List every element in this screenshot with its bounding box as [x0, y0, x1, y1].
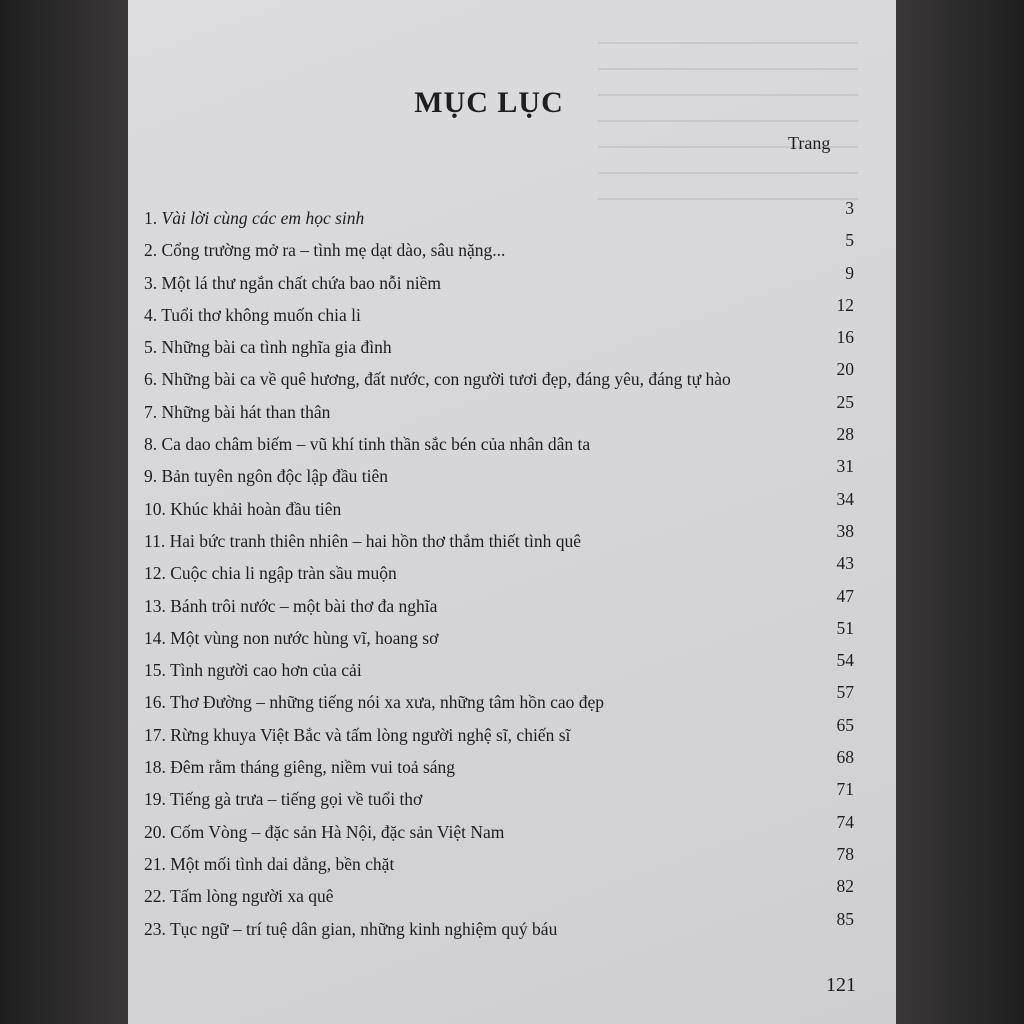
page-column-label: Trang — [788, 133, 831, 153]
toc-entry-number: 1. — [144, 208, 158, 228]
toc-entry-number: 11. — [144, 530, 166, 551]
toc-entry-label: Ca dao châm biếm – vũ khí tinh thần sắc bén của nhân dân ta — [161, 434, 591, 455]
table-of-contents — [144, 198, 864, 941]
toc-entry-page: 3 — [845, 198, 854, 218]
toc-entry — [144, 392, 864, 424]
toc-entry — [144, 812, 864, 844]
book-page — [128, 0, 896, 1024]
toc-entry-page: 25 — [836, 391, 854, 412]
toc-entry-page: 74 — [836, 811, 854, 832]
toc-entry-number: 23. — [144, 918, 166, 939]
toc-entry-label: Cổng trường mở ra – tình mẹ dạt dào, sâu nặng... — [161, 240, 506, 261]
toc-entry-page: 43 — [836, 553, 854, 574]
toc-entry-label: Những bài ca tình nghĩa gia đình — [161, 337, 392, 358]
toc-entry — [144, 553, 864, 585]
toc-entry — [144, 198, 864, 230]
toc-entry-page: 82 — [836, 876, 854, 897]
toc-entry-number: 3. — [144, 272, 158, 293]
toc-entry-label: Một vùng non nước hùng vĩ, hoang sơ — [170, 627, 439, 648]
toc-entry-number: 13. — [144, 595, 166, 616]
toc-entry — [144, 295, 864, 327]
toc-entry-page: 57 — [836, 682, 854, 703]
toc-entry-label: Thơ Đường – những tiếng nói xa xưa, những tâm hồn cao đẹp — [169, 692, 605, 713]
toc-entry-label: Bánh trôi nước – một bài thơ đa nghĩa — [170, 595, 438, 616]
toc-entry-label: Bản tuyên ngôn độc lập đầu tiên — [161, 466, 388, 487]
toc-entry-label: Một lá thư ngắn chất chứa bao nỗi niềm — [161, 272, 441, 293]
toc-entry-label: Cốm Vòng – đặc sản Hà Nội, đặc sản Việt Nam — [170, 821, 505, 842]
toc-entry-page: 16 — [836, 327, 854, 348]
toc-entry — [144, 456, 864, 488]
toc-entry-label: Tuổi thơ không muốn chia li — [161, 304, 361, 325]
toc-entry — [144, 876, 864, 908]
toc-entry-number: 14. — [144, 627, 166, 648]
toc-entry-number: 19. — [144, 789, 166, 810]
toc-entry — [144, 263, 864, 295]
toc-entry-label: Những bài ca về quê hương, đất nước, con người tươi đẹp, đáng yêu, đáng tự hào — [161, 369, 731, 390]
toc-entry — [144, 327, 864, 359]
toc-entry-label: Khúc khải hoàn đầu tiên — [170, 498, 342, 519]
toc-entry-number: 12. — [144, 563, 166, 584]
right-background — [896, 0, 1024, 1024]
toc-entry-label: Tiếng gà trưa – tiếng gọi về tuổi thơ — [169, 789, 423, 810]
toc-entry — [144, 359, 864, 391]
toc-entry-label: Những bài hát than thân — [161, 401, 331, 422]
toc-entry — [144, 650, 864, 682]
toc-entry-page: 20 — [836, 359, 854, 380]
toc-entry-page: 31 — [836, 456, 854, 477]
toc-entry-number: 5. — [144, 337, 158, 358]
toc-entry-page: 85 — [836, 908, 854, 929]
toc-entry-number: 10. — [144, 498, 166, 519]
toc-entry-label: Vài lời cùng các em học sinh — [161, 208, 365, 228]
toc-entry-number: 22. — [144, 886, 166, 907]
toc-entry — [144, 618, 864, 650]
page-title: MỤC LỤC — [414, 86, 564, 119]
toc-entry-number: 9. — [144, 466, 158, 487]
toc-entry-number: 20. — [144, 821, 166, 842]
toc-entry-label: Tấm lòng người xa quê — [169, 886, 334, 907]
toc-entry-page: 51 — [836, 617, 854, 638]
toc-entry-page: 34 — [836, 488, 854, 509]
toc-entry-page: 28 — [836, 424, 854, 445]
toc-entry — [144, 521, 864, 553]
toc-entry-page: 65 — [836, 714, 854, 735]
toc-entry-number: 6. — [144, 369, 158, 390]
left-background — [0, 0, 128, 1024]
toc-entry — [144, 682, 864, 714]
toc-entry-page: 47 — [836, 585, 854, 606]
toc-entry-page: 9 — [845, 262, 854, 283]
toc-entry-page: 71 — [836, 779, 854, 800]
toc-entry — [144, 909, 864, 941]
toc-entry-number: 16. — [144, 692, 166, 713]
toc-entry-number: 18. — [144, 757, 166, 778]
bleed-through-texture — [598, 40, 858, 200]
toc-entry-page: 38 — [836, 520, 854, 541]
toc-entry — [144, 747, 864, 779]
toc-entry-label: Một mối tình dai dẳng, bền chặt — [170, 853, 395, 874]
toc-entry-label: Rừng khuya Việt Bắc và tấm lòng người nghệ sĩ, chiến sĩ — [170, 724, 571, 745]
toc-entry-label: Tục ngữ – trí tuệ dân gian, những kinh nghiệm quý báu — [169, 918, 558, 939]
toc-entry — [144, 586, 864, 618]
toc-entry-number: 15. — [144, 660, 166, 681]
toc-entry-title — [144, 913, 557, 945]
toc-entry-number: 17. — [144, 724, 166, 745]
toc-entry — [144, 230, 864, 262]
toc-entry — [144, 844, 864, 876]
toc-entry-page: 5 — [845, 230, 854, 251]
toc-entry-page: 68 — [836, 747, 854, 768]
toc-entry-label: Hai bức tranh thiên nhiên – hai hồn thơ thắm thiết tình quê — [169, 530, 582, 551]
toc-entry-number: 7. — [144, 401, 158, 422]
toc-entry-label: Tình người cao hơn của cải — [169, 660, 362, 681]
toc-entry-label: Đêm rằm tháng giêng, niềm vui toả sáng — [170, 757, 456, 778]
toc-entry — [144, 424, 864, 456]
toc-entry — [144, 489, 864, 521]
toc-entry — [144, 779, 864, 811]
toc-entry-page: 78 — [836, 843, 854, 864]
toc-entry — [144, 715, 864, 747]
toc-entry-number: 8. — [144, 434, 158, 455]
toc-entry-page: 12 — [836, 294, 854, 315]
toc-entry-page: 54 — [836, 650, 854, 671]
page-number: 121 — [826, 974, 856, 996]
toc-entry-number: 2. — [144, 240, 158, 261]
toc-entry-number: 4. — [144, 304, 158, 325]
toc-entry-number: 21. — [144, 853, 166, 874]
toc-entry-label: Cuộc chia li ngập tràn sầu muộn — [170, 563, 397, 584]
